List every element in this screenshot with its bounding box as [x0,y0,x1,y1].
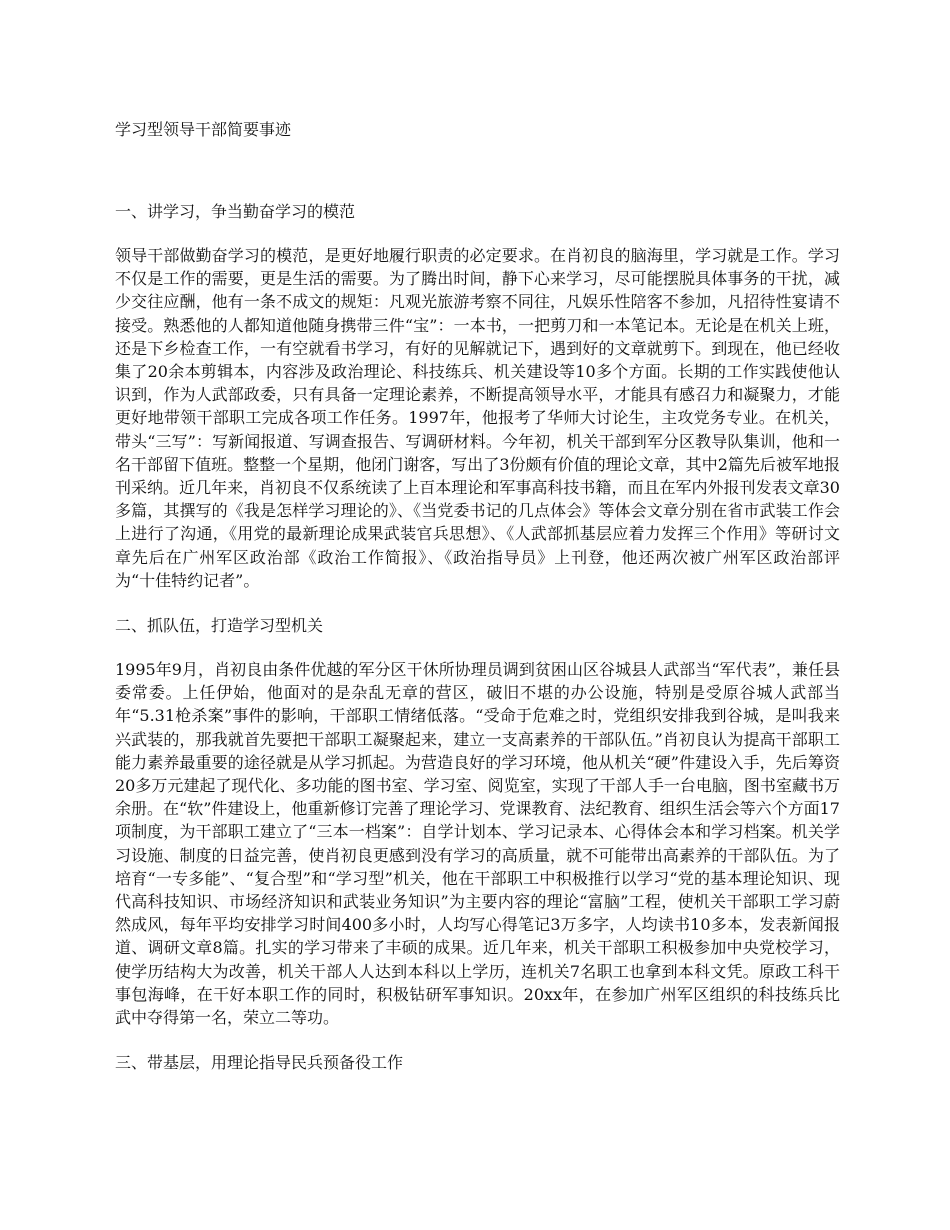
section-body-1: 领导干部做勤奋学习的模范，是更好地履行职责的必定要求。在肖初良的脑海里，学习就是工作。学习不仅是工作的需要，更是生活的需要。为了腾出时间，静下心来学习，尽可能摆脱具体事务的干扰，减少交往应酬，他有一条不成文的规矩：凡观光旅游考察不同往，凡娱乐性陪客不参加，凡招待性宴请不接受。熟悉他的人都知道他随身携带三件“宝”：一本书，一把剪刀和一本笔记本。无论是在机关上班，还是下乡检查工作，一有空就看书学习，有好的见解就记下，遇到好的文章就剪下。到现在，他已经收集了20余本剪辑本，内容涉及政治理论、科技练兵、机关建设等10多个方面。长期的工作实践使他认识到，作为人武部政委，只有具备一定理论素养，不断提高领导水平，才能具有感召力和凝聚力，才能更好地带领干部职工完成各项工作任务。1997年，他报考了华师大讨论生，主攻党务专业。在机关，带头“三写”：写新闻报道、写调查报告、写调研材料。今年初，机关干部到军分区教导队集训，他和一名干部留下值班。整整一个星期，他闭门谢客，写出了3份颇有价值的理论文章，其中2篇先后被军地报刊采纳。近几年来，肖初良不仅系统读了上百本理论和军事高科技书籍，而且在军内外报刊发表文章30多篇，其撰写的《我是怎样学习理论的》、《当党委书记的几点体会》等体会文章分别在省市武装工作会上进行了沟通，《用党的最新理论成果武装官兵思想》、《人武部抓基层应着力发挥三个作用》等研讨文章先后在广州军区政治部《政治工作简报》、《政治指导员》上刊登，他还两次被广州军区政治部评为“十佳特约记者”。 [115,246,840,590]
section-heading-2: 二、抓队伍，打造学习型机关 [115,616,324,636]
document-title: 学习型领导干部简要事迹 [115,120,292,139]
section-heading-1: 一、讲学习，争当勤奋学习的模范 [115,202,356,221]
section-body-2: 1995年9月，肖初良由条件优越的军分区干休所协理员调到贫困山区谷城县人武部当“军代表”，兼任县委常委。上任伊始，他面对的是杂乱无章的营区，破旧不堪的办公设施，特别是受原谷城人武部当年“5.31枪杀案”事件的影响，干部职工情绪低落。“受命于危难之时，党组织安排我到谷城，是叫我来兴武装的，那我就首先要把干部职工凝聚起来，建立一支高素养的干部队伍。”肖初良认为提高干部职工能力素养最重要的途径就是从学习抓起。为营造良好的学习环境，他从机关“硬”件建设入手，先后筹资20多万元建起了现代化、多功能的图书室、学习室、阅览室，实现了干部人手一台电脑，图书室藏书万余册。在“软”件建设上，他重新修订完善了理论学习、党课教育、法纪教育、组织生活会等六个方面17项制度，为干部职工建立了“三本一档案”：自学计划本、学习记录本、心得体会本和学习档案。机关学习设施、制度的日益完善，使肖初良更感到没有学习的高质量，就不可能带出高素养的干部队伍。为了培育“一专多能”、“复合型”和“学习型”机关，他在干部职工中积极推行以学习“党的基本理论知识、现代高科技知识、市场经济知识和武装业务知识”为主要内容的理论“富脑”工程，使机关干部职工学习蔚然成风，每年平均安排学习时间400多小时，人均写心得笔记3万多字，人均读书10多本，发表新闻报道、调研文章8篇。扎实的学习带来了丰硕的成果。近几年来，机关干部职工积极参加中央党校学习，使学历结构大为改善，机关干部人人达到本科以上学历，连机关7名职工也拿到本科文凭。原政工科干事包海峰，在干好本职工作的同时，积极钻研军事知识。20xx年，在参加广州军区组织的科技练兵比武中夺得第一名，荣立二等功。 [115,660,840,1028]
document-page [115,118,840,1095]
section-heading-3: 三、带基层，用理论指导民兵预备役工作 [115,1053,404,1073]
